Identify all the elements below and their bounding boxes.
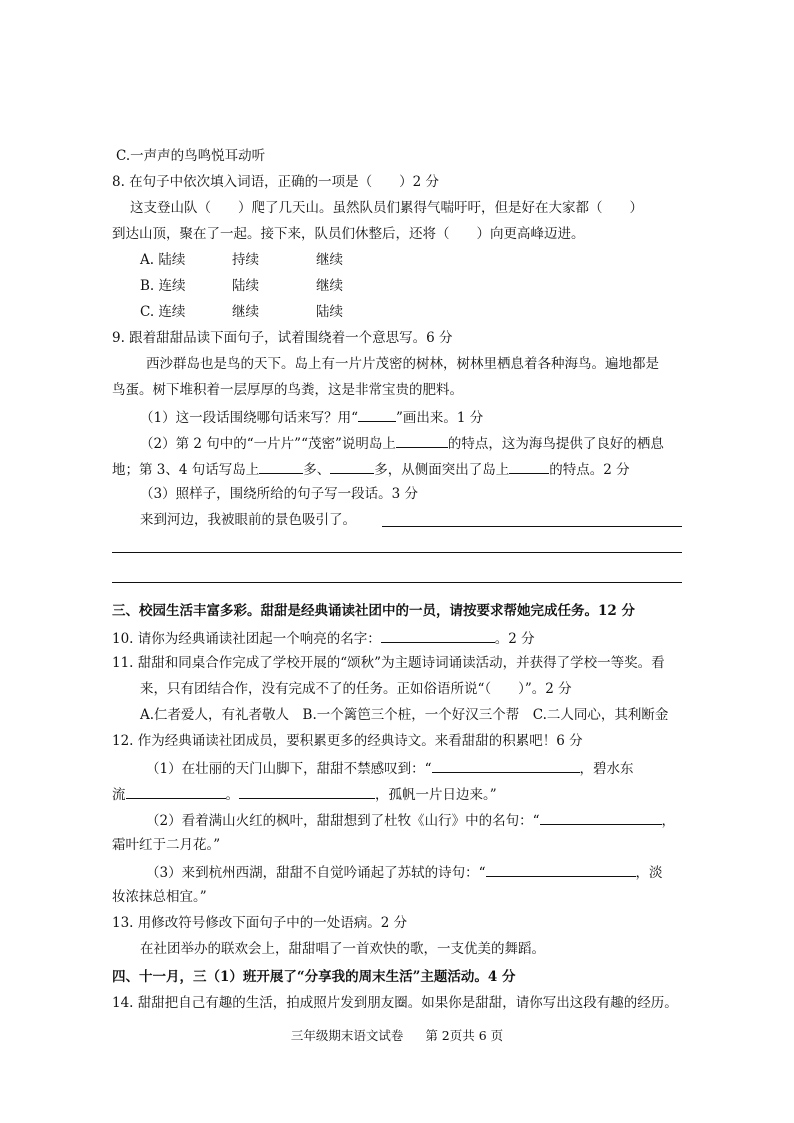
q9-answer-line2[interactable] xyxy=(112,552,682,553)
q12-sub3-line1 xyxy=(146,862,663,882)
q14-title: 14. 甜甜把自己有趣的生活，拍成照片发到朋友圈。如果你是甜甜，请你写出这段有趣的经历。 xyxy=(112,995,678,1011)
q8-option-c-label: C. 连续 xyxy=(140,304,186,320)
q12-sub2-text: （2）看着满山火红的枫叶，甜甜想到了杜牧《山行》中的名句：“ xyxy=(146,813,540,829)
q9-sub2-blank1[interactable] xyxy=(396,433,448,448)
q13-title: 13. 用修改符号修改下面句子中的一处语病。2 分 xyxy=(112,915,408,931)
q9-title: 9. 跟着甜甜品读下面句子，试着围绕着一个意思写。6 分 xyxy=(112,330,453,346)
q11-line2: 来，只有团结合作，没有完成不了的任务。正如俗语所说“（ ）”。2 分 xyxy=(140,681,572,697)
q9-sub1-mark-blank[interactable] xyxy=(358,407,396,422)
q12-sub1-line2 xyxy=(112,784,497,804)
q12-sub2-blank[interactable] xyxy=(540,810,662,825)
q12-sub1-blank2[interactable] xyxy=(126,784,226,799)
q12-title: 12. 作为经典诵读社团成员，要积累更多的经典诗文。来看甜甜的积累吧！6 分 xyxy=(112,733,583,749)
q12-sub1-blank1[interactable] xyxy=(432,758,580,773)
q12-sub1-text5: ，孤帆一片日边来。” xyxy=(375,787,497,803)
q9-sub2-blank3[interactable] xyxy=(330,459,374,474)
section-4-heading: 四、十一月，三（1）班开展了“分享我的周末生活”主题活动。4 分 xyxy=(112,969,516,985)
q13-sentence: 在社团举办的联欢会上，甜甜唱了一首欢快的歌，一支优美的舞蹈。 xyxy=(140,941,545,957)
q9-sub2-text3: 地；第 3、4 句话写岛上 xyxy=(112,462,260,478)
q8-option-b xyxy=(140,277,343,295)
footer-page-number: 第 2页共 6 页 xyxy=(425,1028,504,1043)
q11-options: A.仁者爱人，有礼者敬人 B.一个篱笆三个桩，一个好汉三个帮 C.二人同心，其利断金 xyxy=(140,707,669,723)
q9-answer-line1[interactable] xyxy=(382,526,682,527)
q12-sub2-line1 xyxy=(146,810,675,830)
q8-option-a-word3: 继续 xyxy=(316,252,343,268)
q8-option-c-word2: 继续 xyxy=(232,304,259,320)
footer-title: 三年级期末语文试卷 xyxy=(290,1028,404,1043)
q8-option-b-word3: 继续 xyxy=(316,278,343,294)
q9-sub2-text: （2）第 2 句中的“一片片”“茂密”说明岛上 xyxy=(140,436,396,452)
q9-sub1-text-end: ”画出来。1 分 xyxy=(396,410,484,426)
q9-sub2-text6: 的特点。2 分 xyxy=(549,462,630,478)
q8-option-b-label: B. 连续 xyxy=(140,278,186,294)
q8-option-c-word3: 陆续 xyxy=(316,304,343,320)
q9-sub2-line2 xyxy=(112,459,630,479)
q9-answer-line3[interactable] xyxy=(112,582,682,583)
q9-sub2-text4: 多、 xyxy=(303,462,331,478)
q12-sub2-text2: ， xyxy=(661,813,675,829)
q10-text-end: 。2 分 xyxy=(494,631,535,647)
q12-sub3-text2: ，淡 xyxy=(635,865,663,881)
page-footer xyxy=(0,1026,794,1044)
q8-sentence-line2: 到达山顶，聚在了一起。接下来，队员们休整后，还将（ ）向更高峰迈进。 xyxy=(112,226,585,242)
q12-sub1-text: （1）在壮丽的天门山脚下，甜甜不禁感叹到：“ xyxy=(146,761,432,777)
q9-sub3-sentence: 来到河边，我被眼前的景色吸引了。 xyxy=(140,512,356,528)
q12-sub1-text2: ，碧水东 xyxy=(579,761,634,777)
q10-text: 10. 请你为经典诵读社团起一个响亮的名字： xyxy=(112,631,381,647)
q9-passage-line2: 鸟蛋。树下堆积着一层厚厚的鸟粪，这是非常宝贵的肥料。 xyxy=(112,382,463,398)
q8-title: 8. 在句子中依次填入词语，正确的一项是（ ）2 分 xyxy=(112,174,440,190)
q9-sub2-line1 xyxy=(140,433,664,453)
q12-sub3-text: （3）来到杭州西湖，甜甜不自觉吟诵起了苏轼的诗句：“ xyxy=(146,865,486,881)
q12-sub1-blank3[interactable] xyxy=(239,784,375,799)
q9-sub2-text2: 的特点，这为海鸟提供了良好的栖息 xyxy=(447,436,664,452)
q8-sentence-line1: 这支登山队（ ）爬了几天山。虽然队员们累得气喘吁吁，但是好在大家都（ ） xyxy=(130,200,643,216)
q8-option-a-label: A. 陆续 xyxy=(140,252,186,268)
q9-sub2-text5: 多，从侧面突出了岛上 xyxy=(374,462,510,478)
section-3-heading: 三、校园生活丰富多彩。甜甜是经典诵读社团中的一员，请按要求帮她完成任务。12 分 xyxy=(112,603,635,619)
q9-sub3: （3）照样子，围绕所给的句子写一段话。3 分 xyxy=(140,486,418,502)
q8-option-b-word2: 陆续 xyxy=(232,278,259,294)
q8-option-a xyxy=(140,251,343,269)
q10 xyxy=(112,628,535,648)
q12-sub1-text3: 流 xyxy=(112,787,126,803)
q9-sub1 xyxy=(140,407,483,427)
q12-sub3-line2: 妆浓抹总相宜。” xyxy=(112,889,207,905)
q10-name-blank[interactable] xyxy=(381,628,495,643)
q12-sub3-blank[interactable] xyxy=(486,862,636,877)
q9-sub2-blank2[interactable] xyxy=(259,459,303,474)
q11-line1: 11. 甜甜和同桌合作完成了学校开展的“颂秋”为主题诗词诵读活动，并获得了学校一等奖。看 xyxy=(112,655,665,671)
q12-sub1-text4: 。 xyxy=(225,787,239,803)
q8-option-c xyxy=(140,303,343,321)
q9-passage-line1: 西沙群岛也是鸟的天下。岛上有一片片茂密的树林，树林里栖息着各种海鸟。遍地都是 xyxy=(146,356,659,372)
q12-sub2-line2: 霜叶红于二月花。” xyxy=(112,837,221,853)
q7-option-c: C.一声声的鸟鸣悦耳动听 xyxy=(116,148,266,164)
q9-sub1-text: （1）这一段话围绕哪句话来写？用“ xyxy=(140,410,358,426)
q12-sub1-line1 xyxy=(146,758,634,778)
q9-sub2-blank4[interactable] xyxy=(509,459,549,474)
q8-option-a-word2: 持续 xyxy=(232,252,259,268)
